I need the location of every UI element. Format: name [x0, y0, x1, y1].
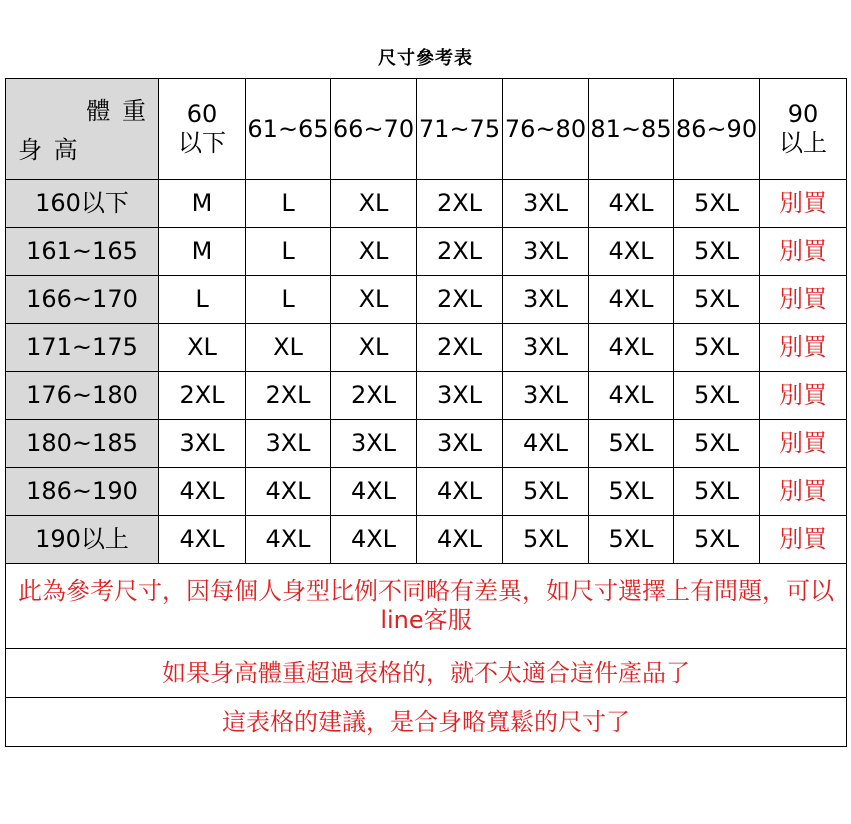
height-row-header: 180~185: [6, 420, 159, 468]
size-cell: 5XL: [674, 516, 760, 564]
size-cell: 4XL: [503, 420, 589, 468]
size-cell: 3XL: [503, 228, 589, 276]
weight-header-cell: [674, 79, 760, 180]
note-row: [6, 698, 847, 747]
height-row-header: 171~175: [6, 324, 159, 372]
weight-header-value: 61~65: [247, 114, 329, 143]
size-cell: 3XL: [503, 324, 589, 372]
size-cell: 5XL: [503, 468, 589, 516]
do-not-buy-cell: 別買: [760, 420, 847, 468]
size-cell: 2XL: [331, 372, 417, 420]
weight-header-cell: [417, 79, 503, 180]
do-not-buy-cell: 別買: [760, 276, 847, 324]
table-row: [6, 228, 847, 276]
size-cell: L: [159, 276, 246, 324]
size-cell: 4XL: [589, 180, 674, 228]
table-row: [6, 468, 847, 516]
weight-header-value: 71~75: [418, 114, 501, 143]
size-cell: XL: [159, 324, 246, 372]
size-cell: 5XL: [589, 468, 674, 516]
size-cell: 5XL: [589, 420, 674, 468]
do-not-buy-cell: 別買: [760, 468, 847, 516]
size-cell: 4XL: [331, 468, 417, 516]
weight-header-value: 76~80: [504, 114, 587, 143]
size-cell: 2XL: [417, 180, 503, 228]
size-cell: 5XL: [674, 420, 760, 468]
size-cell: 5XL: [674, 468, 760, 516]
size-cell: 3XL: [159, 420, 246, 468]
size-cell: 4XL: [589, 372, 674, 420]
weight-header-cell: [589, 79, 674, 180]
size-cell: 5XL: [589, 516, 674, 564]
table-row: [6, 180, 847, 228]
fit-note: 這表格的建議，是合身略寬鬆的尺寸了: [6, 698, 847, 747]
weight-header-cell: [760, 79, 847, 180]
weight-header-suffix: 以下: [178, 129, 226, 157]
size-cell: L: [246, 180, 331, 228]
size-cell: 5XL: [674, 180, 760, 228]
size-cell: M: [159, 228, 246, 276]
table-row: [6, 276, 847, 324]
size-cell: 4XL: [159, 516, 246, 564]
size-cell: 4XL: [589, 228, 674, 276]
size-cell: 5XL: [674, 276, 760, 324]
weight-header-cell: [331, 79, 417, 180]
size-cell: 4XL: [246, 468, 331, 516]
size-cell: 3XL: [417, 420, 503, 468]
do-not-buy-cell: 別買: [760, 516, 847, 564]
size-cell: 3XL: [503, 180, 589, 228]
size-cell: 4XL: [331, 516, 417, 564]
corner-header-cell: [6, 79, 159, 180]
size-cell: 3XL: [246, 420, 331, 468]
size-cell: 4XL: [246, 516, 331, 564]
size-cell: 5XL: [674, 324, 760, 372]
size-cell: 4XL: [417, 468, 503, 516]
weight-header-value: 81~85: [590, 114, 672, 143]
size-cell: XL: [331, 276, 417, 324]
size-cell: XL: [246, 324, 331, 372]
size-cell: 2XL: [417, 324, 503, 372]
height-row-header: 186~190: [6, 468, 159, 516]
note-row: [6, 649, 847, 698]
table-row: [6, 372, 847, 420]
size-cell: 2XL: [417, 276, 503, 324]
oversize-note: 如果身高體重超過表格的，就不太適合這件產品了: [6, 649, 847, 698]
size-cell: L: [246, 228, 331, 276]
size-cell: 4XL: [589, 276, 674, 324]
size-cell: XL: [331, 228, 417, 276]
weight-header-cell: [246, 79, 331, 180]
size-cell: 4XL: [159, 468, 246, 516]
height-row-header: 190以上: [6, 516, 159, 564]
size-cell: XL: [331, 324, 417, 372]
weight-header-value: 60: [186, 100, 218, 129]
size-cell: XL: [331, 180, 417, 228]
size-cell: 2XL: [159, 372, 246, 420]
size-cell: M: [159, 180, 246, 228]
table-row: [6, 516, 847, 564]
height-row-header: 161~165: [6, 228, 159, 276]
reference-note: 此為參考尺寸，因每個人身型比例不同略有差異，如尺寸選擇上有問題，可以line客服: [6, 564, 847, 649]
size-cell: 5XL: [674, 372, 760, 420]
do-not-buy-cell: 別買: [760, 372, 847, 420]
weight-header-value: 66~70: [332, 114, 415, 143]
size-cell: 2XL: [417, 228, 503, 276]
size-cell: 3XL: [503, 276, 589, 324]
size-cell: 3XL: [503, 372, 589, 420]
size-chart-table: [5, 78, 847, 747]
weight-header-cell: [159, 79, 246, 180]
height-row-header: 176~180: [6, 372, 159, 420]
weight-axis-label: 體 重: [86, 97, 148, 125]
size-cell: 4XL: [589, 324, 674, 372]
height-axis-label: 身 高: [18, 136, 80, 165]
size-cell: 5XL: [674, 228, 760, 276]
weight-header-value: 86~90: [675, 114, 758, 143]
size-cell: 3XL: [417, 372, 503, 420]
height-row-header: 166~170: [6, 276, 159, 324]
do-not-buy-cell: 別買: [760, 180, 847, 228]
table-row: [6, 420, 847, 468]
note-row: [6, 564, 847, 649]
header-row: [6, 79, 847, 180]
size-cell: L: [246, 276, 331, 324]
size-cell: 3XL: [331, 420, 417, 468]
do-not-buy-cell: 別買: [760, 228, 847, 276]
weight-header-suffix: 以上: [779, 129, 827, 157]
chart-title: 尺寸參考表: [378, 48, 473, 69]
table-row: [6, 324, 847, 372]
size-cell: 4XL: [417, 516, 503, 564]
weight-header-cell: [503, 79, 589, 180]
weight-header-value: 90: [787, 100, 819, 129]
size-cell: 2XL: [246, 372, 331, 420]
do-not-buy-cell: 別買: [760, 324, 847, 372]
size-cell: 5XL: [503, 516, 589, 564]
height-row-header: 160以下: [6, 180, 159, 228]
